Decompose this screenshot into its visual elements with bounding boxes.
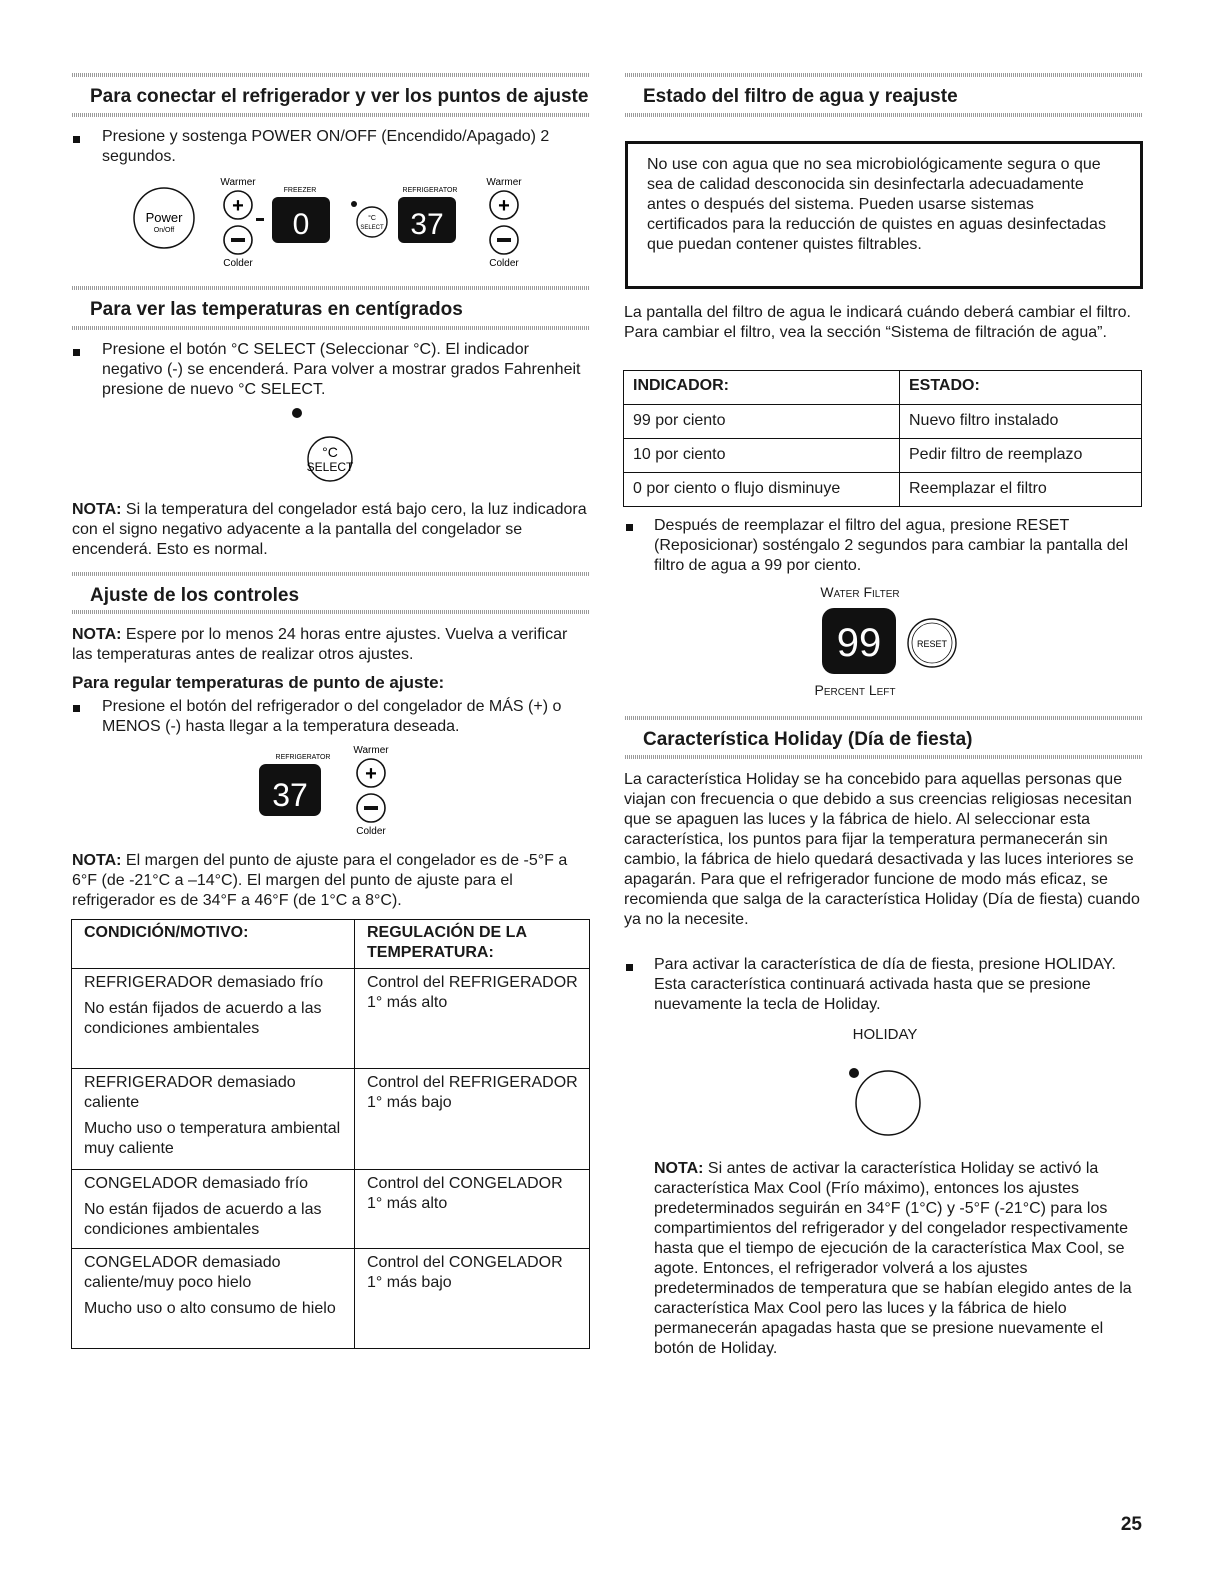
table-cell: Control del REFRIGERADOR 1° más bajo bbox=[367, 1074, 578, 1111]
bullet-marker bbox=[626, 524, 633, 531]
table-cell: CONGELADOR demasiado caliente/muy poco hielo bbox=[84, 1254, 281, 1291]
table-row bbox=[624, 439, 1142, 473]
celsius-select-button[interactable] bbox=[357, 207, 387, 237]
refrigerator-label: REFRIGERATOR bbox=[402, 187, 458, 194]
rule-bottom-s3 bbox=[72, 610, 589, 614]
warmer-label: Warmer bbox=[353, 745, 389, 756]
table-cell: Control del REFRIGERADOR 1° más alto bbox=[367, 974, 578, 1011]
holiday-indicator-dot bbox=[849, 1068, 859, 1078]
table-row bbox=[72, 1249, 590, 1349]
svg-text:+: + bbox=[498, 195, 510, 217]
colder-label: Colder bbox=[356, 826, 386, 837]
table-cell: 99 por ciento bbox=[624, 405, 900, 439]
bullet-marker bbox=[73, 136, 80, 143]
table-cell: REFRIGERADOR demasiado frío bbox=[84, 974, 324, 991]
freezer-minus-button[interactable] bbox=[224, 226, 252, 254]
refrigerator-label: REFRIGERATOR bbox=[275, 754, 331, 761]
heading-holiday: Característica Holiday (Día de fiesta) bbox=[643, 729, 973, 750]
table-cell: Control del CONGELADOR 1° más alto bbox=[367, 1175, 563, 1212]
rule-bottom-s2 bbox=[72, 326, 589, 330]
svg-text:On/Off: On/Off bbox=[153, 227, 175, 234]
table-cell: REFRIGERADOR demasiado caliente bbox=[84, 1074, 296, 1111]
table-header-cell: INDICADOR: bbox=[624, 371, 900, 405]
bullet-reset: Después de reemplazar el filtro del agua, presione RESET (Reposicionar) sosténgalo 2 segundos para cambiar la pantalla del filtro de agua a 99 por ciento. bbox=[654, 517, 1129, 574]
rule-bottom-s5 bbox=[625, 755, 1142, 759]
bullet-marker bbox=[73, 705, 80, 712]
holiday-button[interactable] bbox=[856, 1071, 920, 1135]
rule-top-s4 bbox=[625, 73, 1142, 77]
svg-text:RESET: RESET bbox=[916, 639, 948, 649]
svg-text:37: 37 bbox=[272, 777, 308, 813]
minus-button[interactable] bbox=[357, 794, 385, 822]
bullet-regular: Presione el botón del refrigerador o del congelador de MÁS (+) o MENOS (-) hasta llegar a la temperatura deseada. bbox=[102, 698, 562, 735]
table-row bbox=[72, 1069, 590, 1170]
svg-text:°C: °C bbox=[368, 215, 376, 222]
nota-margen: NOTA: El margen del punto de ajuste para el congelador es de -5°F a 6°F (de -21°C a –14°C). El margen del punto de ajuste para el refrigerador es de 34°F a 46°F (de 1°C a 8°C). bbox=[72, 852, 568, 909]
bullet-power: Presione y sostenga POWER ON/OFF (Encendido/Apagado) 2 segundos. bbox=[102, 128, 550, 165]
svg-text:0: 0 bbox=[292, 208, 310, 241]
svg-text:SELECT: SELECT bbox=[306, 460, 354, 474]
celsius-select-diagram bbox=[280, 404, 380, 484]
heading-filtro: Estado del filtro de agua y reajuste bbox=[643, 86, 958, 107]
plus-button[interactable] bbox=[357, 759, 385, 787]
bullet-celsius: Presione el botón °C SELECT (Seleccionar °C). El indicador negativo (-) se encenderá. Para volver a mostrar grados Fahrenheit presione de nuevo °C SELECT. bbox=[102, 341, 581, 398]
bullet-holiday: Para activar la característica de día de fiesta, presione HOLIDAY. Esta característica continuará activada hasta que se presione nuevamente la tecla de Holiday. bbox=[654, 956, 1116, 1013]
table-row bbox=[624, 405, 1142, 439]
fridge-plus-button[interactable] bbox=[490, 191, 518, 219]
water-filter-display bbox=[822, 608, 896, 674]
refrigerator-display bbox=[398, 197, 456, 243]
table-cell: 10 por ciento bbox=[624, 439, 900, 473]
freezer-display bbox=[272, 197, 330, 243]
rule-top-s1 bbox=[72, 73, 589, 77]
svg-text:SELECT: SELECT bbox=[360, 225, 384, 231]
condition-table bbox=[71, 919, 590, 1349]
heading-centigrados: Para ver las temperaturas en centígrados bbox=[90, 299, 463, 320]
power-button[interactable] bbox=[134, 188, 194, 248]
table-row bbox=[72, 969, 590, 1069]
table-cell: 0 por ciento o flujo disminuye bbox=[624, 473, 900, 507]
svg-text:99: 99 bbox=[836, 621, 882, 665]
reset-button[interactable] bbox=[908, 619, 956, 667]
table-cell: Pedir filtro de reemplazo bbox=[900, 439, 1142, 473]
celsius-indicator-dot bbox=[351, 201, 357, 207]
fridge-minus-button[interactable] bbox=[490, 226, 518, 254]
control-panel-diagram bbox=[120, 170, 540, 275]
freezer-plus-button[interactable] bbox=[224, 191, 252, 219]
page-number: 25 bbox=[1120, 1514, 1142, 1535]
filter-intro: La pantalla del filtro de agua le indicará cuándo deberá cambiar el filtro. Para cambiar el filtro, vea la sección “Sistema de filtración de agua”. bbox=[624, 304, 1131, 341]
holiday-button-diagram bbox=[845, 1060, 925, 1140]
table-cell: Reemplazar el filtro bbox=[900, 473, 1142, 507]
table-header-cell: REGULACIÓN DE LA TEMPERATURA: bbox=[355, 920, 590, 969]
table-header-row bbox=[72, 920, 590, 969]
table-cell: Mucho uso o alto consumo de hielo bbox=[84, 1300, 336, 1317]
holiday-label: HOLIDAY bbox=[852, 1026, 918, 1043]
water-filter-diagram bbox=[820, 606, 965, 678]
table-cell: Mucho uso o temperatura ambiental muy caliente bbox=[84, 1120, 341, 1157]
svg-text:+: + bbox=[365, 763, 377, 785]
table-cell: No están fijados de acuerdo a las condiciones ambientales bbox=[84, 1201, 322, 1238]
svg-text:Power: Power bbox=[145, 210, 183, 225]
rule-top-s3 bbox=[72, 572, 589, 576]
table-row bbox=[624, 473, 1142, 507]
svg-text:37: 37 bbox=[410, 208, 444, 241]
water-filter-label: Water Filter bbox=[820, 584, 900, 600]
celsius-indicator-dot bbox=[292, 408, 302, 418]
freezer-warmer-label: Warmer bbox=[220, 177, 256, 188]
table-header-row bbox=[624, 371, 1142, 405]
warning-text: No use con agua que no sea microbiológicamente segura o que sea de calidad desconocida sin desinfectarla adecuadamente antes o después del sistema. Pueden usarse sistemas certificados para la reducción de quistes en aguas desinfectadas que puedan contener quistes filtrables. bbox=[647, 156, 1106, 253]
rule-top-s5 bbox=[625, 716, 1142, 720]
warning-box bbox=[625, 141, 1143, 289]
table-header-cell: ESTADO: bbox=[900, 371, 1142, 405]
table-cell: No están fijados de acuerdo a las condiciones ambientales bbox=[84, 1000, 322, 1037]
filter-status-table bbox=[623, 370, 1142, 507]
table-cell: CONGELADOR demasiado frío bbox=[84, 1175, 309, 1192]
table-header-cell: CONDICIÓN/MOTIVO: bbox=[72, 920, 355, 969]
refrigerator-display bbox=[259, 764, 321, 816]
negative-indicator bbox=[256, 218, 264, 221]
table-row bbox=[72, 1170, 590, 1249]
subheading-regular: Para regular temperaturas de punto de ajuste: bbox=[72, 673, 445, 692]
rule-top-s2 bbox=[72, 286, 589, 290]
holiday-paragraph: La característica Holiday se ha concebido para aquellas personas que viajan con frecuencia o que debido a sus creencias religiosas necesitan que se apaguen las luces y la fábrica de hielo. Al seleccionar esta característica, los puntos para fijar la temperatura permanecerán sin cambio, la fábrica de hielo quedará desactivada y las luces interiores se apagarán. Para que el refrigerador funcione de modo más eficaz, se recomienda que salga de la característica Holiday (Día de fiesta) cuando ya no la necesite. bbox=[624, 771, 1140, 928]
rule-bottom-s1 bbox=[72, 113, 589, 117]
bullet-marker bbox=[73, 349, 80, 356]
freezer-label: FREEZER bbox=[283, 187, 317, 194]
fridge-warmer-label: Warmer bbox=[486, 177, 522, 188]
heading-conectar: Para conectar el refrigerador y ver los puntos de ajuste bbox=[90, 86, 589, 107]
table-cell: Control del CONGELADOR 1° más bajo bbox=[367, 1254, 563, 1291]
refrigerator-control-diagram bbox=[255, 740, 405, 840]
heading-ajuste: Ajuste de los controles bbox=[90, 585, 300, 606]
nota-celsius: NOTA: Si la temperatura del congelador está bajo cero, la luz indicadora con el signo negativo adyacente a la pantalla del congelador se encenderá. Esto es normal. bbox=[72, 501, 587, 558]
nota-holiday: NOTA: Si antes de activar la característica Holiday se activó la característica Max Cool (Frío máximo), entonces los ajustes predeterminados seguirán en 34°F (1°C) y -5°F (-21°C) para los compartimientos del refrigerador y del congelador respectivamente hasta que el tiempo de ejecución de la característica Max Cool, se agote. Entonces, el refrigerador volverá a los ajustes predeterminados de temperatura que se habían elegido antes de la característica Max Cool pero las luces y la fábrica de hielo permanecerán apagadas hasta que se presione nuevamente el botón de Holiday. bbox=[654, 1160, 1132, 1357]
svg-text:°C: °C bbox=[322, 444, 338, 460]
nota-espere: NOTA: Espere por lo menos 24 horas entre ajustes. Vuelva a verificar las temperaturas antes de realizar otros ajustes. bbox=[72, 626, 568, 663]
celsius-select-button[interactable] bbox=[307, 437, 354, 481]
table-cell: Nuevo filtro instalado bbox=[900, 405, 1142, 439]
svg-text:+: + bbox=[232, 195, 244, 217]
percent-left-label: Percent Left bbox=[814, 682, 896, 698]
fridge-colder-label: Colder bbox=[489, 258, 519, 269]
freezer-colder-label: Colder bbox=[223, 258, 253, 269]
rule-bottom-s4 bbox=[625, 113, 1142, 117]
bullet-marker bbox=[626, 964, 633, 971]
